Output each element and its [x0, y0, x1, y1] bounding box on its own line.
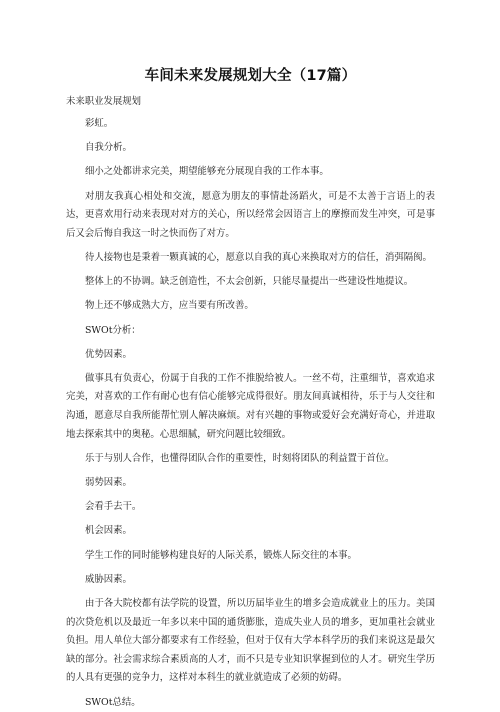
- paragraph: 整体上的不协调。缺乏创造性，不太会创新，只能尽量提出一些建设性地提议。: [85, 276, 414, 288]
- paragraph: 会看手去干。: [85, 501, 142, 513]
- document-title: 车间未来发展规划大全（17篇）: [144, 68, 357, 84]
- paragraph: SWOt分析：: [85, 324, 141, 336]
- paragraph: 威胁因素。: [85, 573, 132, 585]
- paragraph: 优势因素。: [85, 348, 132, 360]
- document-body: [66, 115, 435, 712]
- paragraph: 乐于与别人合作，也懂得团队合作的重要性，时刻将团队的利益置于首位。: [85, 452, 395, 464]
- paragraph: 物上还不够成熟大方，应当要有所改善。: [85, 300, 254, 312]
- paragraph: 待人接物也是秉着一颗真诚的心，愿意以自我的真心来换取对方的信任，消弭隔阂。: [85, 251, 432, 263]
- document-subtitle: 未来职业发展规划: [66, 96, 142, 107]
- paragraph: 彩虹。: [85, 118, 114, 129]
- paragraph: 对朋友我真心相处和交流，愿意为朋友的事情赴汤蹈火，可是不太善于言语上的表达，更喜欢用行动来表现对对方的关心，所以经常会因语言上的摩擦而发生冲突，可是事后又会后悔自我这一时之快而伤了对方。: [66, 190, 435, 239]
- paragraph: 由于各大院校都有法学院的设置，所以历届毕业生的增多会造成就业上的压力。美国的次贷危机以及最近一年多以来中国的通货膨胀，造成失业人员的增多，更加重社会就业负担。用人单位大部分都要求有工作经验，但对于仅有大学本科学历的我们来说这是最欠缺的部分。社会需求综合素质高的人才，而不只是专业知识掌握到位的人才。研究生学历的人具有更强的竞争力，这样对本科生的就业就造成了必须的妨碍。: [66, 597, 435, 684]
- paragraph: 弱势因素。: [85, 477, 132, 489]
- paragraph: 学生工作的同时能够构建良好的人际关系，锻炼人际交往的本事。: [85, 549, 357, 561]
- paragraph: 机会因素。: [85, 525, 132, 537]
- paragraph: SWOt总结。: [85, 696, 141, 708]
- paragraph: 做事具有负责心，份属于自我的工作不推脱给被人。一丝不苟，注重细节，喜欢追求完美，对喜欢的工作有耐心也有信心能够完成得很好。朋友间真诚相待，乐于与人交往和沟通，愿意尽自我所能帮忙别人解决麻烦。对有兴趣的事物或爱好会充满好奇心，并进取地去探索其中的奥秘。心思细腻，研究问题比较细致。: [66, 372, 435, 440]
- paragraph: 细小之处都讲求完美，期望能够充分展现自我的工作本事。: [85, 166, 329, 178]
- paragraph: 自我分析。: [85, 142, 132, 154]
